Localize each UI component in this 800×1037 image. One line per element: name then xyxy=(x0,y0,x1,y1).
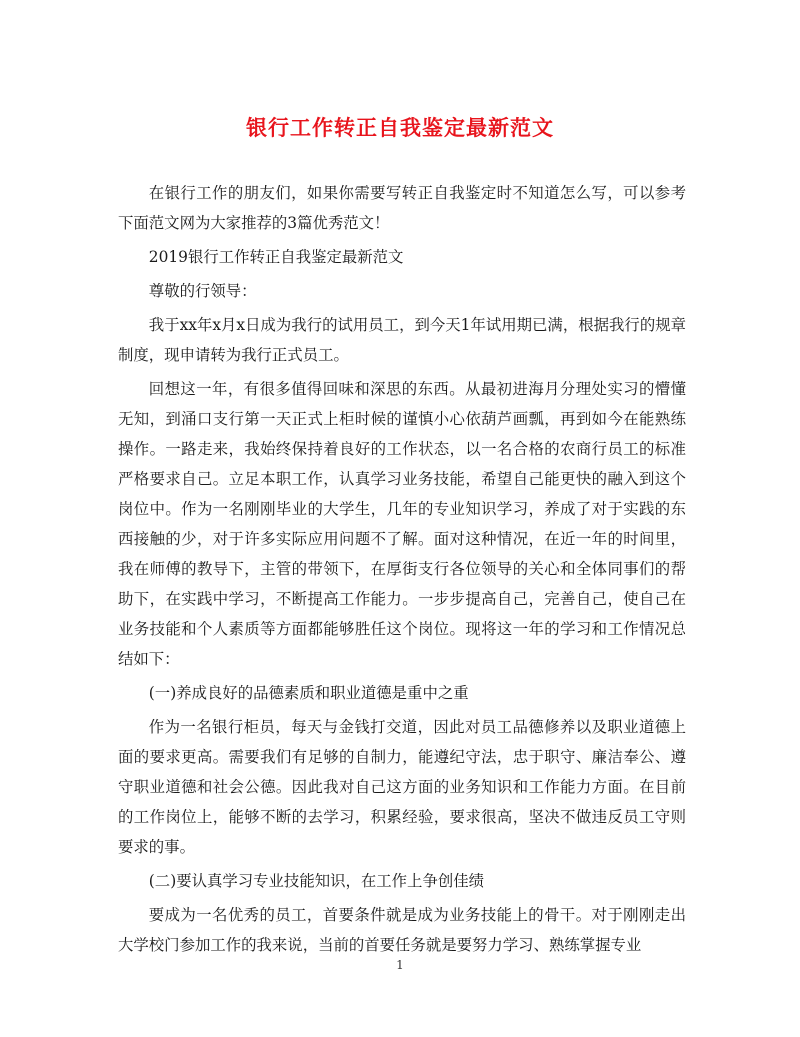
sample-heading: 2019银行工作转正自我鉴定最新范文 xyxy=(148,248,404,266)
intro-paragraph: 在银行工作的朋友们，如果你需要写转正自我鉴定时不知道怎么写，可以参考下面范文网为大家推荐的3篇优秀范文！ xyxy=(118,184,686,232)
salutation: 尊敬的行领导： xyxy=(148,282,257,300)
page-number: 1 xyxy=(396,958,404,972)
body-paragraph: 回想这一年，有很多值得回味和深思的东西。从最初进海月分理处实习的懵懂无知，到涌口支行第一天正式上柜时候的谨慎小心依葫芦画瓢，再到如今在能熟练操作。一路走来，我始终保持着良好的工作状态，以一名合格的农商行员工的标准严格要求自己。立足本职工作，认真学习业务技能，希望自己能更快的融入到这个岗位中。作为一名刚刚毕业的大学生，几年的专业知识学习，养成了对于实践的东西接触的少，对于许多实际应用问题不了解。面对这种情况，在近一年的时间里，我在师傅的教导下，主管的带领下，在厚街支行各位领导的关心和全体同事们的帮助下，在实践中学习，不断提高工作能力。一步步提高自己，完善自己，使自己在业务技能和个人素质等方面都能够胜任这个岗位。现将这一年的学习和工作情况总结如下： xyxy=(118,380,686,668)
body-paragraph: 作为一名银行柜员，每天与金钱打交道，因此对员工品德修养以及职业道德上面的要求更高。需要我们有足够的自制力，能遵纪守法，忠于职守、廉洁奉公、遵守职业道德和社会公德。因此我对自己这方面的业务知识和工作能力方面。在目前的工作岗位上，能够不断的去学习，积累经验，要求很高，坚决不做违反员工守则要求的事。 xyxy=(118,718,686,856)
document-body xyxy=(118,178,686,964)
body-paragraph: 要成为一名优秀的员工，首要条件就是成为业务技能上的骨干。对于刚刚走出大学校门参加工作的我来说，当前的首要任务就是要努力学习、熟练掌握专业 xyxy=(118,906,686,954)
document-title: 银行工作转正自我鉴定最新范文 xyxy=(246,115,554,140)
body-paragraph: 我于xx年x月x日成为我行的试用员工，到今天1年试用期已满，根据我行的规章制度，现申请转为我行正式员工。 xyxy=(118,316,686,364)
section-heading: (一)养成良好的品德素质和职业道德是重中之重 xyxy=(148,684,469,702)
section-heading: (二)要认真学习专业技能知识，在工作上争创佳绩 xyxy=(148,872,485,890)
